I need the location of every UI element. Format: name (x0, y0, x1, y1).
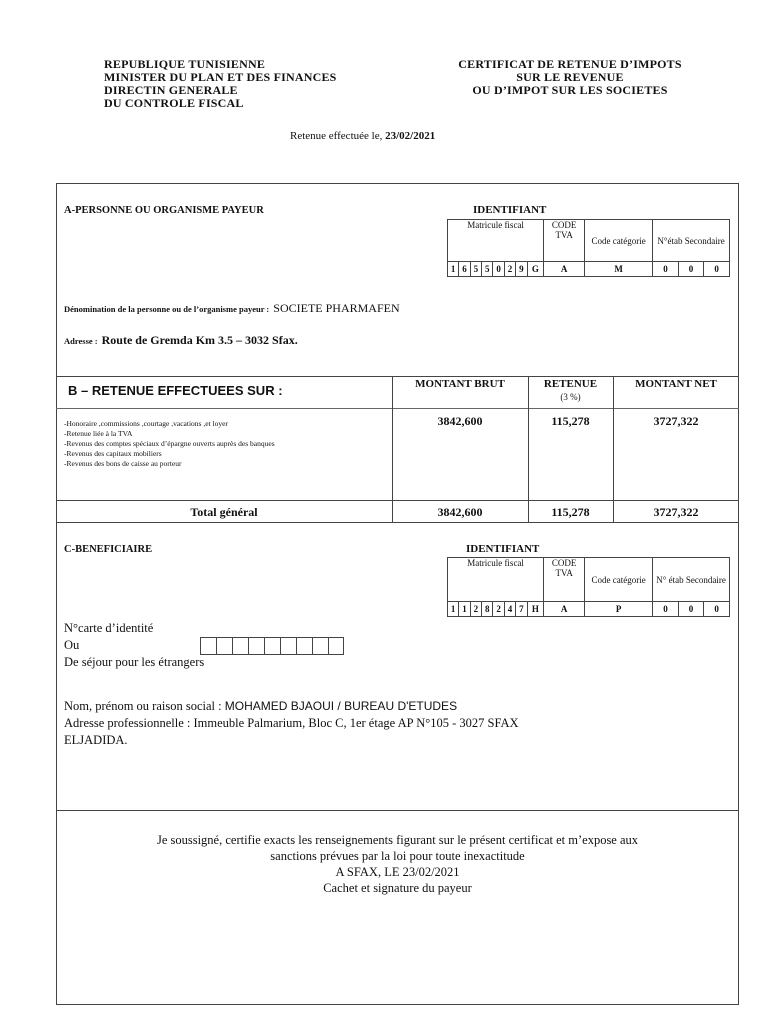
id-digit-box[interactable] (200, 637, 216, 655)
id-digit-box[interactable] (216, 637, 232, 655)
header-etab-secondaire: N°étab Secondaire (653, 220, 730, 262)
etab-digit: 0 (704, 602, 730, 617)
matricule-digit: 0 (493, 262, 504, 277)
col-line-brut (392, 376, 393, 522)
matricule-digit: H (527, 602, 544, 617)
retenue-items-list (64, 419, 275, 469)
retenue-item: -Retenue liée à la TVA (64, 429, 133, 438)
total-net-value: 3727,322 (653, 505, 699, 519)
carte-identite-boxes[interactable] (200, 637, 344, 655)
matricule-digit: 4 (504, 602, 515, 617)
denomination-line (64, 299, 400, 317)
matricule-digit: 5 (470, 262, 481, 277)
code-categorie-value: M (585, 262, 653, 277)
matricule-digit: 5 (482, 262, 493, 277)
etab-digit: 0 (678, 262, 704, 277)
section-c-id-table (447, 557, 730, 617)
id-digit-box[interactable] (280, 637, 296, 655)
beneficiaire-info (64, 698, 519, 749)
divider-c-footer (56, 810, 739, 811)
retenue-item: -Revenus des comptes spéciaux d’épargne ouverts auprès des banques (64, 439, 275, 448)
matricule-digit: 7 (516, 602, 527, 617)
header-code-tva: CODE TVA (544, 558, 585, 602)
place-date: A SFAX, LE 23/02/2021 (335, 865, 460, 879)
divider-b-c (56, 522, 739, 523)
header-right-line: CERTIFICAT DE RETENUE D’IMPOTS (458, 57, 682, 71)
retenue-date-value: 23/02/2021 (385, 130, 436, 142)
section-a-id-title: IDENTIFIANT (473, 204, 547, 216)
beneficiaire-nom-label: Nom, prénom ou raison social : (64, 699, 222, 713)
header-code-categorie: Code catégorie (585, 220, 653, 262)
col-header-retenue (528, 378, 613, 404)
carte-sejour-label: De séjour pour les étrangers (64, 655, 205, 669)
header-left-line: DIRECTIN GENERALE (104, 83, 238, 97)
header-matricule: Matricule fiscal (448, 558, 544, 602)
id-digit-box[interactable] (328, 637, 344, 655)
montant-brut-value: 3842,600 (437, 414, 483, 428)
col-header-brut: MONTANT BRUT (415, 378, 505, 390)
code-tva-value: A (544, 262, 585, 277)
section-a-title: A-PERSONNE OU ORGANISME PAYEUR (64, 205, 264, 216)
carte-identite-block (64, 620, 204, 671)
matricule-digit: 6 (459, 262, 470, 277)
matricule-digit: 1 (448, 602, 459, 617)
certification-block (56, 832, 739, 896)
section-a-id-table (447, 219, 730, 277)
section-c-id-title: IDENTIFIANT (466, 543, 540, 555)
divider-b-total (56, 500, 739, 501)
matricule-digit: 2 (470, 602, 481, 617)
header-left (104, 58, 337, 110)
divider-a-b (56, 376, 739, 377)
header-etab-secondaire: N° étab Secondaire (653, 558, 730, 602)
id-digit-box[interactable] (248, 637, 264, 655)
etab-digit: 0 (653, 602, 679, 617)
header-left-line: REPUBLIQUE TUNISIENNE (104, 57, 266, 71)
col-line-net (613, 376, 614, 522)
total-retenue-value: 115,278 (551, 505, 590, 519)
beneficiaire-nom-line (64, 698, 519, 715)
payeur-adresse-line (64, 331, 298, 349)
col-header-retenue-rate: (3 %) (560, 392, 581, 402)
matricule-digit: 2 (504, 262, 515, 277)
id-digit-box[interactable] (232, 637, 248, 655)
col-header-retenue-label: RETENUE (543, 378, 598, 390)
beneficiaire-nom-value: MOHAMED BJAOUI / BUREAU D'ETUDES (224, 699, 458, 713)
col-header-net: MONTANT NET (635, 378, 717, 390)
etab-digit: 0 (653, 262, 679, 277)
header-left-line: MINISTER DU PLAN ET DES FINANCES (104, 70, 337, 84)
header-code-categorie: Code catégorie (585, 558, 653, 602)
header-right (420, 58, 720, 97)
section-c-title: C-BENEFICIAIRE (64, 544, 153, 555)
matricule-digit: 2 (493, 602, 504, 617)
code-categorie-value: P (585, 602, 653, 617)
retenue-item: -Revenus des bons de caisse au porteur (64, 459, 182, 468)
carte-identite-label: N°carte d’identité (64, 621, 154, 635)
retenue-date (290, 130, 435, 142)
matricule-digit: 9 (516, 262, 527, 277)
header-right-line: SUR LE REVENUE (516, 70, 624, 84)
etab-digit: 0 (704, 262, 730, 277)
certification-text-1: Je soussigné, certifie exacts les renseignements figurant sur le présent certificat et m’expose aux (156, 833, 639, 847)
montant-net-value: 3727,322 (653, 414, 699, 428)
certification-text-2: sanctions prévues par la loi pour toute inexactitude (270, 849, 525, 863)
payeur-adresse-value: Route de Gremda Km 3.5 – 3032 Sfax. (101, 333, 298, 347)
retenue-item: -Honoraire ,commissions ,courtage ,vacations ,et loyer (64, 419, 228, 428)
id-digit-box[interactable] (312, 637, 328, 655)
id-digit-box[interactable] (264, 637, 280, 655)
matricule-digit: G (527, 262, 544, 277)
header-matricule: Matricule fiscal (448, 220, 544, 262)
beneficiaire-adresse-line (64, 715, 519, 732)
retenue-item: -Revenus des capitaux mobiliers (64, 449, 162, 458)
id-digit-box[interactable] (296, 637, 312, 655)
beneficiaire-adresse-line-2: ELJADIDA. (64, 733, 128, 747)
payeur-adresse-label: Adresse : (64, 336, 98, 346)
header-left-line: DU CONTROLE FISCAL (104, 96, 244, 110)
matricule-digit: 8 (482, 602, 493, 617)
header-right-line: OU D’IMPOT SUR LES SOCIETES (472, 83, 668, 97)
code-tva-value: A (544, 602, 585, 617)
beneficiaire-adresse-label: Adresse professionnelle : (64, 716, 191, 730)
retenue-date-label: Retenue effectuée le, (290, 130, 383, 142)
beneficiaire-adresse-value: Immeuble Palmarium, Bloc C, 1er étage AP N°105 - 3027 SFAX (193, 716, 519, 730)
carte-identite-or: Ou (64, 638, 80, 652)
denomination-value: SOCIETE PHARMAFEN (273, 301, 400, 315)
divider-b-header (56, 408, 739, 409)
etab-digit: 0 (678, 602, 704, 617)
retenue-value: 115,278 (551, 414, 590, 428)
denomination-label: Dénomination de la personne ou de l’organisme payeur : (64, 304, 270, 314)
matricule-digit: 1 (448, 262, 459, 277)
total-brut-value: 3842,600 (437, 505, 483, 519)
total-general-label: Total général (190, 505, 258, 519)
signature-label: Cachet et signature du payeur (323, 881, 472, 895)
matricule-digit: 1 (459, 602, 470, 617)
header-code-tva: CODE TVA (544, 220, 585, 262)
section-b-title: B – RETENUE EFFECTUEES SUR : (68, 383, 283, 398)
